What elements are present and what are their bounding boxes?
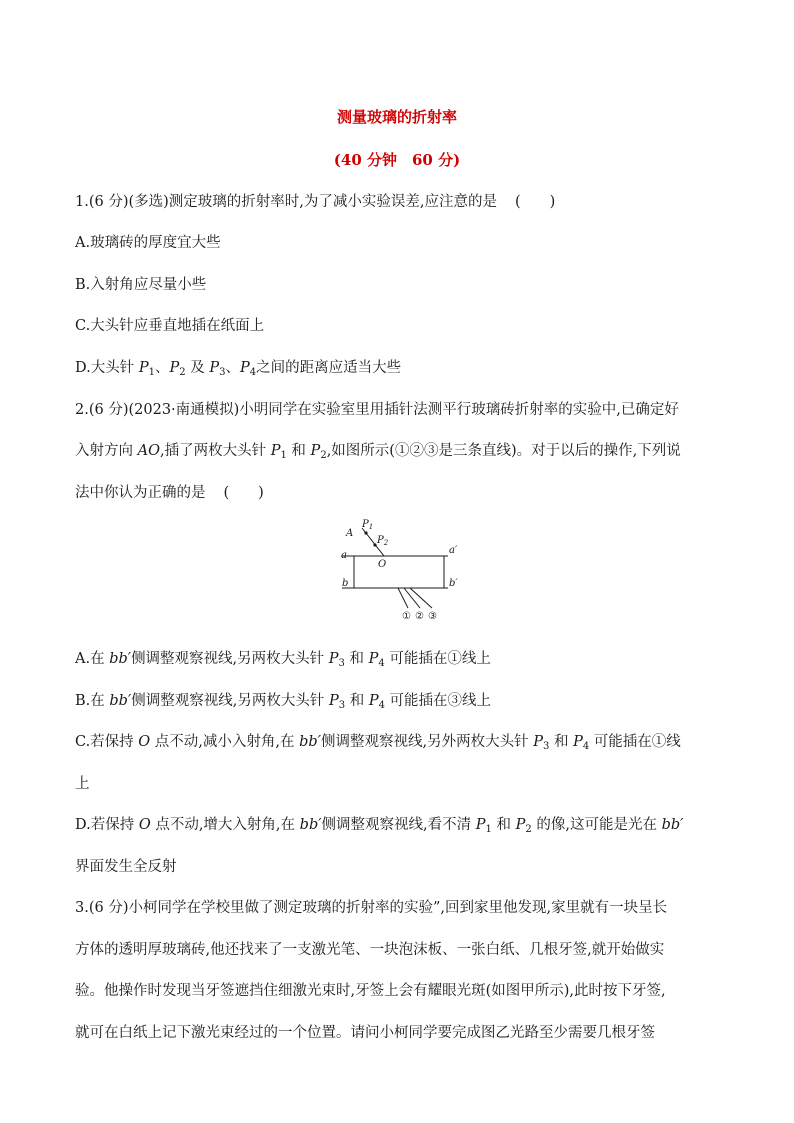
label-line-2: ②	[415, 611, 424, 622]
q2-stem-line1: 2.(6 分)(2023·南通模拟)小明同学在实验室里用插针法测平行玻璃砖折射率的实验中,已确定好	[75, 402, 679, 418]
q2-option-b: B.在 bb′侧调整观察视线,另两枚大头针 $P_3$ 和 $P_4$ 可能插在③线上	[75, 693, 492, 711]
q1-option-a: A.玻璃砖的厚度宜大些	[75, 235, 221, 251]
q3-stem-line2: 方体的透明厚玻璃砖,他还找来了一支激光笔、一块泡沫板、一张白纸、几根牙签,就开始做实	[75, 942, 665, 958]
label-a-point: A	[346, 528, 354, 539]
q1-option-d: D.大头针 $P_1$、$P_2$ 及 $P_3$、$P_4$之间的距离应适当大些	[75, 360, 402, 378]
label-b-prime: b′	[449, 578, 458, 589]
page-subtitle: (40 分钟 60 分)	[333, 151, 461, 169]
label-p1: $P_1$	[362, 519, 374, 531]
answer-paren: ( )	[223, 485, 264, 501]
q3-stem-line3: 验。他操作时发现当牙签遮挡住细激光束时,牙签上会有耀眼光斑(如图甲所示),此时按下牙签,	[75, 983, 666, 999]
label-a-prime: a′	[449, 545, 458, 556]
page-title: 测量玻璃的折射率	[336, 108, 457, 126]
q2-option-a: A.在 bb′侧调整观察视线,另两枚大头针 $P_3$ 和 $P_4$ 可能插在①线上	[75, 651, 491, 669]
label-o: O	[378, 559, 387, 570]
q3-stem-line1: 3.(6 分)小柯同学在学校里做了测定玻璃的折射率的实验”,回到家里他发现,家里就有一块呈长	[75, 900, 668, 916]
q3-stem-line4: 就可在白纸上记下激光束经过的一个位置。请问小柯同学要完成图乙光路至少需要几根牙签	[75, 1025, 655, 1041]
pin-p1	[364, 531, 367, 534]
q1-option-b: B.入射角应尽量小些	[75, 277, 207, 293]
q2-option-c: C.若保持 O 点不动,减小入射角,在 bb′侧调整观察视线,另外两枚大头针 $P_3$ 和 $P_4$ 可能插在①线	[75, 734, 681, 752]
q2-option-d-cont: 界面发生全反射	[75, 859, 177, 875]
q2-option-d: D.若保持 O 点不动,增大入射角,在 bb′侧调整观察视线,看不清 $P_1$ 和 $P_2$ 的像,这可能是光在 bb′	[75, 817, 684, 835]
line-3	[410, 588, 432, 608]
q2-stem-line2: 入射方向 AO,插了两枚大头针 $P_1$ 和 $P_2$,如图所示(①②③是三条直线)。对于以后的操作,下列说	[75, 443, 681, 461]
glass-block-figure	[322, 516, 476, 624]
label-line-1: ①	[402, 611, 411, 622]
q1-stem: 1.(6 分)(多选)测定玻璃的折射率时,为了减小实验误差,应注意的是 ( )	[75, 194, 556, 210]
label-line-3: ③	[428, 611, 437, 622]
q1-option-c: C.大头针应垂直地插在纸面上	[75, 318, 265, 334]
label-a: a	[341, 550, 347, 561]
label-b: b	[342, 578, 349, 589]
answer-paren: ( )	[515, 194, 556, 210]
label-p2: $P_2$	[377, 535, 389, 547]
q2-option-c-cont: 上	[75, 776, 90, 792]
q2-stem-line3: 法中你认为正确的是 ( )	[75, 485, 264, 501]
